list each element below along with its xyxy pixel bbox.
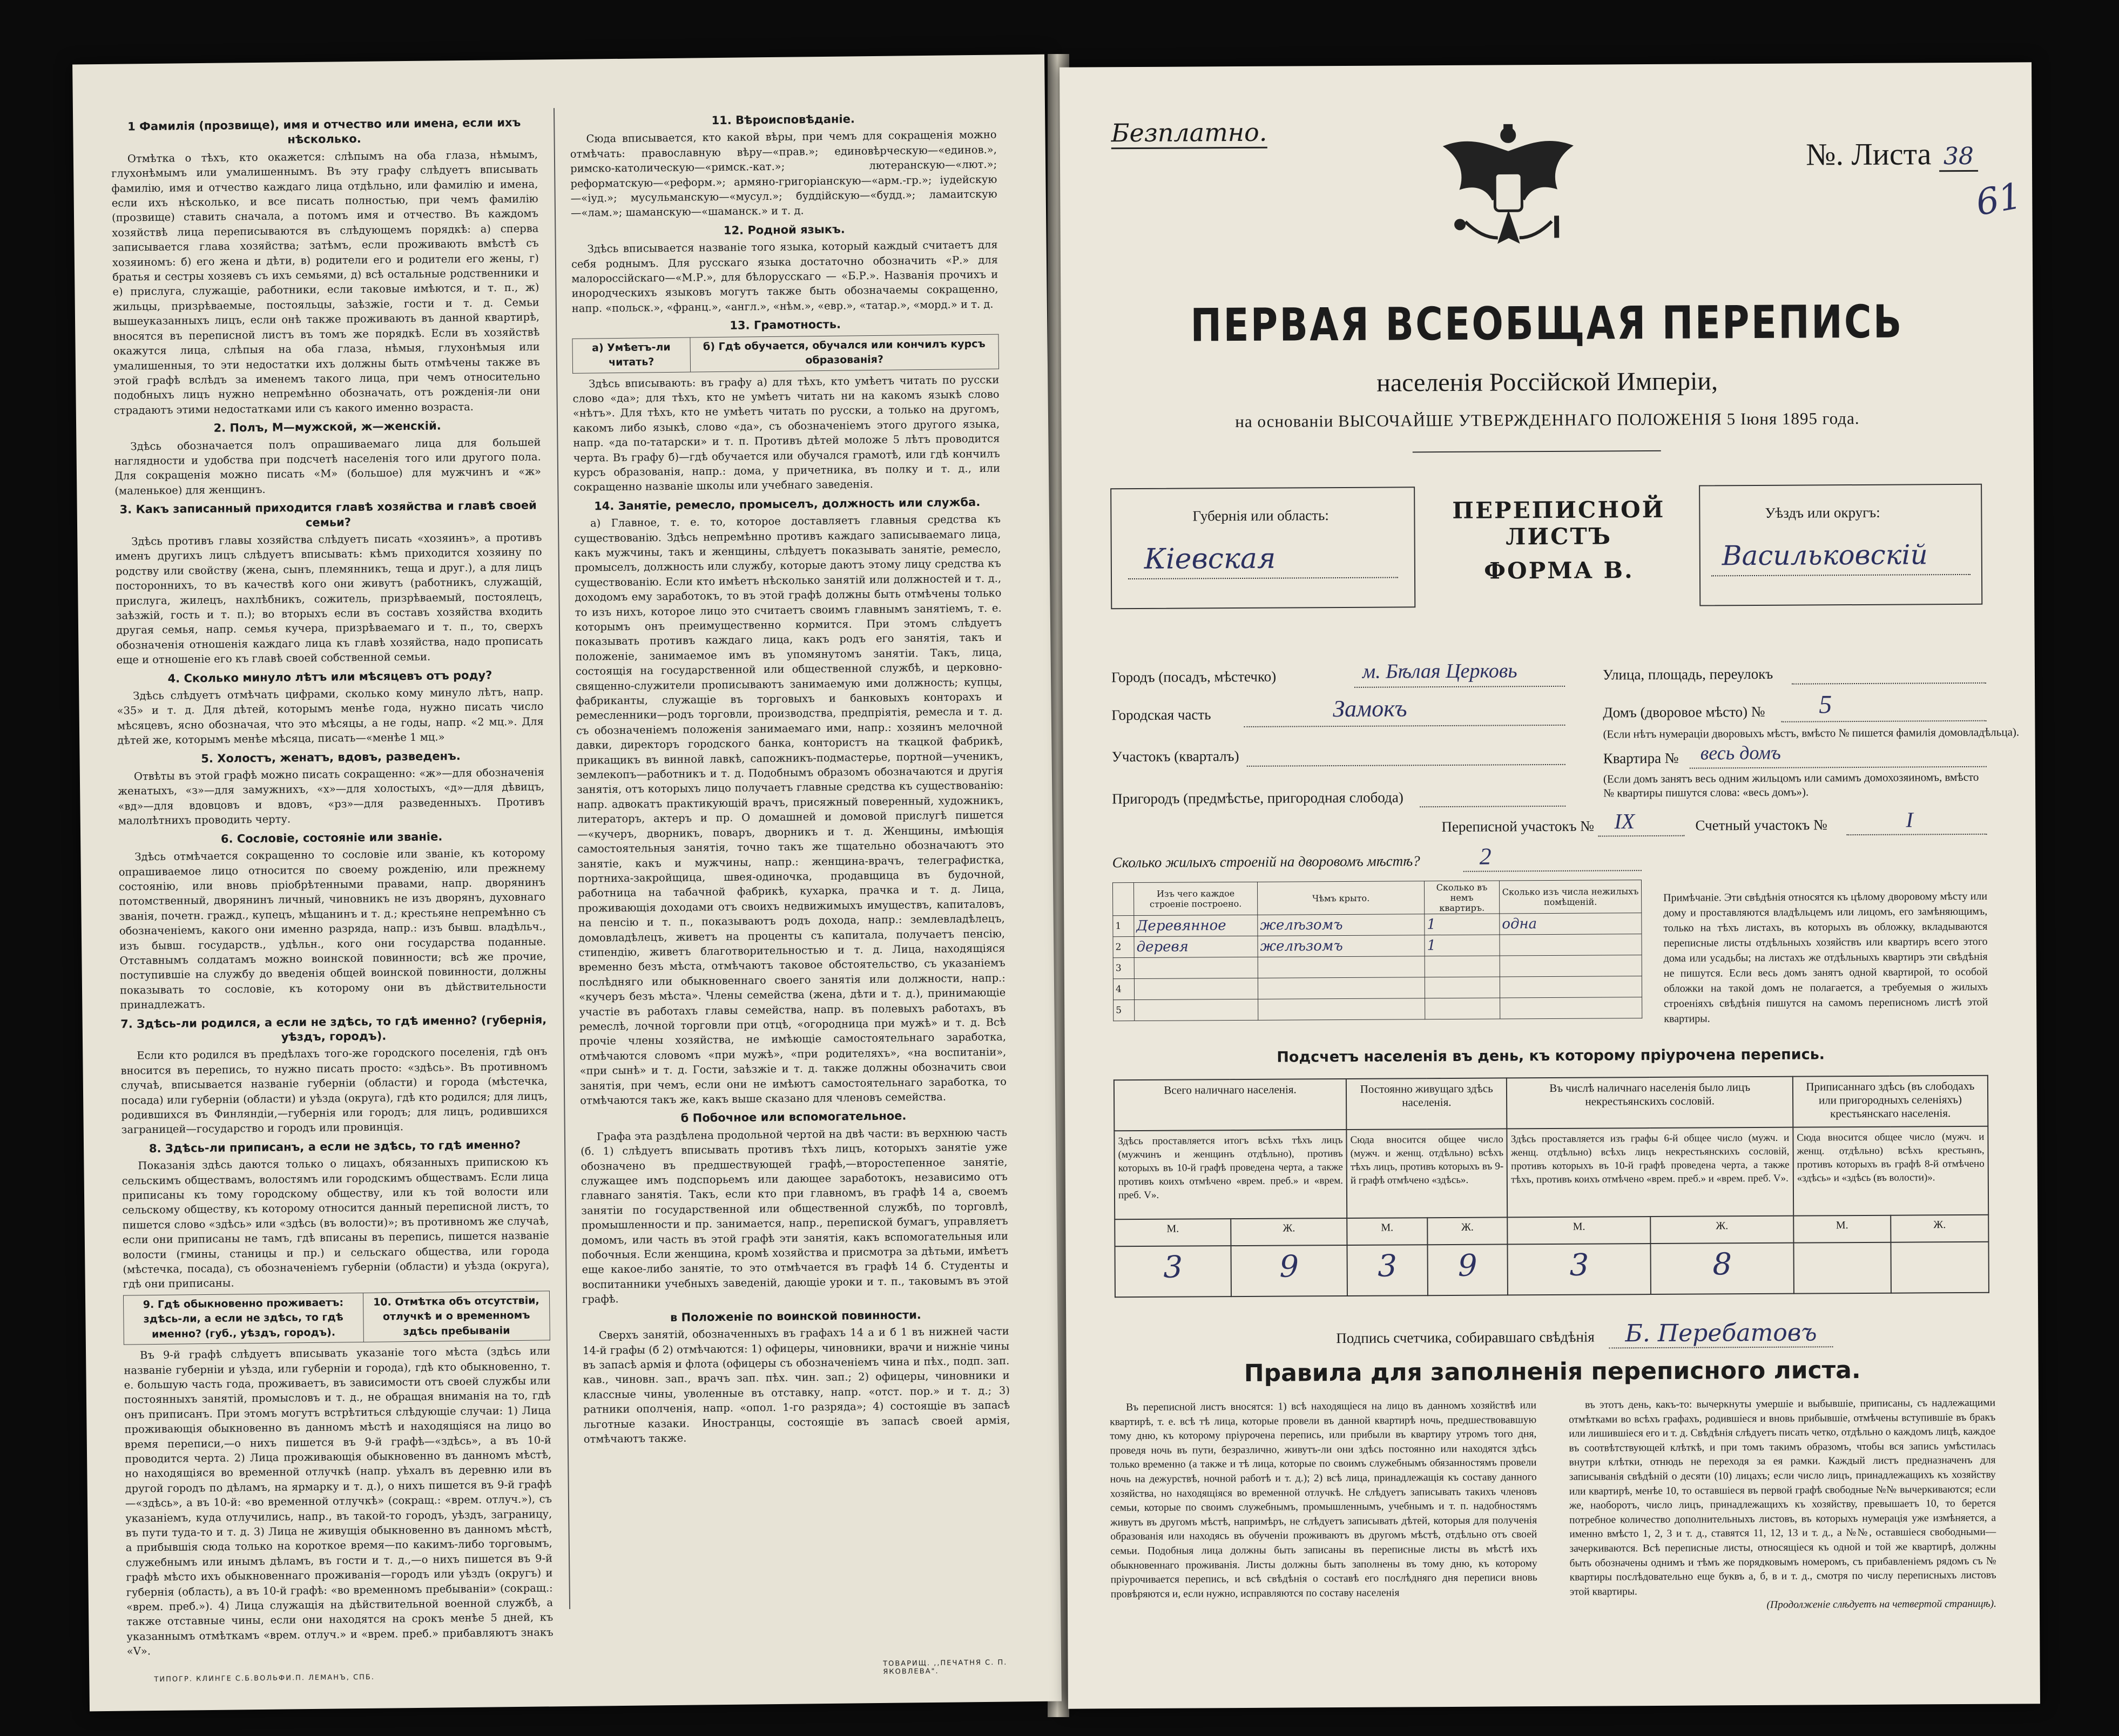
population-value: 9 <box>1231 1245 1348 1296</box>
uchastok-label: Участокъ (кварталъ) <box>1111 748 1239 765</box>
population-explanation: Здѣсь проставляется итогъ всѣхъ тѣхъ лицъ (мужчинъ и женщинъ отдѣльно), противъ которыхъ въ 10-й графѣ проведена черта, а также противъ коихъ отмѣчено «врем. преб.» и «врем. преб. V». <box>1114 1130 1347 1219</box>
section-title: 13. Грамотность. <box>730 318 841 333</box>
population-value: 3 <box>1347 1245 1428 1296</box>
male-column-label: М. <box>1508 1217 1651 1244</box>
building-row <box>1113 955 1642 979</box>
uezd-label: Уѣздъ или округъ: <box>1765 504 1880 521</box>
section-title: в Положеніе по воинской повинности. <box>670 1308 921 1324</box>
instructions-column-right <box>570 106 1010 1450</box>
buildings-note: Примѣчаніе. Эти свѣдѣнія относятся къ цѣлому дворовому мѣсту или дому и проставляются владѣльцемъ или лицомъ, его замѣняющимъ, только на тѣхъ листахъ, въ которыхъ въ обложку, вкладываются переписные листы отдѣльныхъ хозяйствъ или квартиръ всего этого дома или усадьбы; на листахъ же отдѣльныхъ квартиръ эти свѣдѣнія не пишутся. Если весь домъ занятъ одной квартирой, то особой обложки на такой домъ не полагается, а требуемыя о жилыхъ строеніяхъ свѣдѣнія пишутся на самомъ переписномъ листѣ этой квартиры. <box>1663 890 1988 1025</box>
building-cell-n: 5 <box>1114 1000 1135 1021</box>
female-column-label: Ж. <box>1650 1216 1793 1244</box>
section-title: 6. Сословіе, состояніе или званіе. <box>220 830 443 846</box>
kvartira-label: Квартира № <box>1603 749 1679 767</box>
column-divider <box>554 108 570 1609</box>
bld-header-other: Сколько изъ числа нежилыхъ помѣщеній. <box>1499 880 1641 914</box>
uezd-line <box>1711 574 1970 577</box>
form-title-line1: ПЕРЕПИСНОЙ ЛИСТЪ <box>1452 496 1665 550</box>
uchastok-line <box>1247 764 1565 767</box>
uezd-value: Васильковскій <box>1722 539 1928 572</box>
gubernia-value: Кіевская <box>1144 542 1276 576</box>
sheet-number-value: 38 <box>1939 143 1978 172</box>
male-column-label: М. <box>1347 1218 1427 1245</box>
chast-value: Замокъ <box>1333 695 1407 722</box>
printer-imprint-left: ТИПОГР. КЛИНГЕ С.Б.ВОЛЬФИ.П. ЛЕМАНЪ, СПБ. <box>154 1673 375 1684</box>
section-title: 2. Полъ, М—мужской, ж—женскій. <box>213 419 441 435</box>
dom-label: Домъ (дворовое мѣсто) № <box>1603 703 1765 721</box>
stroeniya-line <box>1463 870 1642 872</box>
building-cell-other <box>1500 976 1642 998</box>
instructions-column-left <box>111 111 554 1662</box>
population-value <box>1891 1242 1989 1293</box>
section-title: 1 Фамилія (прозвище), имя и отчество или имена, если ихъ нѣсколько. <box>127 116 521 146</box>
population-explanation: Здѣсь проставляется изъ графы 6-й общее число (мужч. и женщ. отдѣльно) всѣхъ лицъ некрестьянскихъ сословій, противъ которыхъ въ 10-й графѣ проведена черта, а также тѣхъ, противъ коихъ отмѣчено «врем. преб.» и «врем. преб. V». <box>1507 1127 1793 1218</box>
rules-title: Правила для заполненія переписного листа. <box>1244 1356 1861 1387</box>
kvartira-line <box>1690 766 1987 769</box>
kvartira-note: (Если домъ занятъ весь одним жильцомъ или самимъ домохозяиномъ, вмѣсто № квартиры пишутся слова: «весь домъ»). <box>1603 770 1979 800</box>
building-cell-flats <box>1425 956 1500 977</box>
printer-imprint-right: ТОВАРИЩ. ,,ПЕЧАТНЯ С. П. ЯКОВЛЕВА". <box>883 1658 1008 1676</box>
enumerator-signature <box>1336 1319 1833 1349</box>
building-cell-other <box>1500 997 1642 1019</box>
bld-header-flats: Сколько въ немъ квартиръ. <box>1424 881 1499 914</box>
stroeniya-label: Сколько жилыхъ строеній на дворовомъ мѣстѣ? <box>1112 853 1420 871</box>
gorod-line <box>1354 686 1565 688</box>
gorod-value: м. Бѣлая Церковь <box>1362 659 1517 683</box>
building-cell-other: одна <box>1500 913 1642 935</box>
population-header: Постоянно живущаго здѣсь населенія. <box>1346 1078 1507 1130</box>
schetny-label: Счетный участокъ № <box>1695 816 1827 834</box>
building-cell-roof: желѣзомъ <box>1258 914 1425 936</box>
population-explanation: Сюда вносится общее число (мужч. и женщ. отдѣльно) всѣхъ тѣхъ лицъ, противъ которыхъ въ 9-й графѣ отмѣчено «здѣсь». <box>1346 1129 1507 1218</box>
rules-column-left <box>1110 1399 1537 1602</box>
building-row <box>1113 913 1642 937</box>
section-title: 12. Родной языкъ. <box>723 222 845 237</box>
prigorod-label: Пригородъ (предмѣстье, пригородная слобода) <box>1112 789 1403 807</box>
population-value: 9 <box>1427 1244 1508 1295</box>
female-column-label: Ж. <box>1231 1218 1347 1246</box>
rules-continue: (Продолженіе слѣдуетъ на четвертой страницѣ). <box>1766 1598 1997 1611</box>
section-text: Здѣсь вписывають: въ графу а) для тѣхъ, кто умѣетъ читать по русски слово «да»; для тѣхъ, кто не умѣетъ читать ни на какомъ языкѣ слово «нѣтъ». Для тѣхъ, кто не умѣетъ читать по русски, а только на другомъ, какомъ либо языкѣ, слово «да», съ обозначеніемъ этого другого языка, напр. «да по-татарски» и т. п. Противъ дѣтей моложе 5 лѣтъ проводится черта. Въ графу б)—гдѣ обучается или обучался грамотѣ, или гдѣ кончилъ курсъ образованія, напр.: дома, у причетника, въ полку и т. д., или сокращенно названіе школы или учебнаго заведенія. <box>572 373 1001 494</box>
section-title: 5. Холостъ, женатъ, вдовъ, разведенъ. <box>201 749 461 765</box>
section-text: Графа эта раздѣлена продольной чертой на двѣ части: въ верхнюю часть (б. 1) слѣдуетъ вписывать противъ тѣхъ лицъ, которыхъ занятіе уже обозначено въ предшествующей графѣ,—второстепенное занятіе, служащее имъ подспорьемъ или дающее заработокъ, независимо отъ главнаго занятія. Такъ, если кто при главномъ, въ графѣ 14 а, своемъ занятіи по государственной или общественной службѣ, по торговлѣ, промышленности и пр. занимается, напр., перепиской бумагъ, управляетъ домомъ, или часть въ этой графѣ эти занятія, какъ вспомогательныя или побочныя. Если женщина, кромѣ хозяйства и присмотра за дѣтьми, имѣетъ еще какое-либо занятіе, то это отмѣчается въ графѣ 14 б. Студенты и воспитанники учебныхъ заведеній, дающіе уроки и т. п., таковымъ въ этой графѣ. <box>581 1126 1009 1306</box>
building-cell-roof <box>1258 956 1425 978</box>
section-text: а) Главное, т. е. то, которое доставляетъ главныя средства къ существованію. Здѣсь непремѣнно противъ каждаго записываемаго лица, какъ мужчины, такъ и женщины, слѣдуетъ показывать занятіе, ремесло, промыселъ, должность или службу, которые даютъ этому лицу средства къ существованію. Если кто имѣетъ нѣсколько занятій или должностей и т. д., доходомъ ему заработокъ, то въ этой графѣ должны быть отмѣчены только то изъ нихъ, которое лицо это считаетъ своимъ главнымъ занятіемъ, т. е. которымъ онъ преимущественно кормится. При этомъ слѣдуетъ показывать противъ каждаго лица, какъ родъ его занятія, такъ и положеніе, занимаемое имъ въ упомянутомъ занятіи. Такъ, лица, состоящія на государственной или общественной службѣ, и церковно-священно-служители прописываютъ занимаемую ими должность; купцы, фабриканты, служащіе въ торговыхъ и банковыхъ конторахъ и ремесленники—родъ торговли, производства, предпріятія, ремесла и т. д. съ обозначеніемъ положенія занимаемаго ими, напр.: хозяинъ мелочной давки, директоръ городского банка, контористъ на ткацкой фабрикѣ, прикащикъ въ винной лавкѣ, сапожникъ-подмастерье, портной—ученикъ, землекопъ—работникъ и т. д. Подобнымъ образомъ обозначаются и другія занятія, отъ которыхъ лицо получаетъ главные средства къ существованію: напр. адвокатъ практикующій врачъ, присяжный поверенный, художникъ, литераторъ, актеръ и пр. О домашней и домовой прислугѣ пишется—«кучеръ, дворникъ, поваръ, дворникъ и т. д. Женщины, имѣющія самостоятельныя занятія, точно такъ же тщательно обозначаютъ это занятіе, какъ и мужчины, напр.: женщина-врачъ, телеграфистка, портниха-закройщица, швея-одиночка, продавщица въ будочной, работница на табачной фабрикѣ, кухарка, прачка и т. д. Лица, проживающія доходами отъ своихъ недвижимыхъ имуществъ, капиталовъ, на пенсію и т. п., показываютъ родъ дохода, напр.: землевладѣлецъ, домовладѣлецъ, живетъ на проценты съ капитала, получаетъ пенсію, стипендію, живетъ благотворительностью и т. д. Лица, находящіяся временно безъ мѣста, отмѣчаютъ таковое обстоятельство, съ указаніемъ послѣдняго или обыкновеннаго своего занятія или должности, напр.: «кучеръ безъ мѣста». Члены семейства (жена, дѣти и т. д.), принимающіе участіе въ работахъ главы семейства, напр. въ полевыхъ работахъ, въ ремеслѣ, лочной торговли при отцѣ, «огородница при мужѣ» и т. д. Всѣ прочіе члены хозяйства, не имѣющіе самостоятельнаго заработка, отмѣчаются словомъ «при мужѣ», «при родителяхъ», «на воспитаніи», «при сынѣ» и т. д. Гости, заѣзжіе и т. д. также должны обозначить свои занятія, при чемъ, если они не имѣютъ самостоятельнаго заработка, то отмѣчаются такъ же, какъ выше сказано для членовъ семейства. <box>574 512 1007 1107</box>
questions-9-10-text: Въ 9-й графѣ слѣдуетъ вписывать указаніе того мѣста (здѣсь или названіе губерніи и уѣзда, или губерніи и города), гдѣ кто обыкновенно, т. е. большую часть года, проживаетъ, въ зависимости отъ своей службы или постоянныхъ занятій, промысловъ и т. д., не обращая вниманія на то, гдѣ онъ приписанъ. При этомъ могутъ встрѣтиться слѣдующіе случаи: 1) Лица проживающія обыкновенно въ данномъ мѣстѣ и находящіяся на лицо во время переписи,—о нихъ пишется въ 9-й графѣ—«здѣсь», а въ 10-й проводится черта. 2) Лица проживающія обыкновенно въ данномъ мѣстѣ, но находящіяся во временной отлучкѣ (напр. уѣхалъ въ деревню или въ другой городъ по дѣламъ, на ярмарку и т. д.), о нихъ пишется въ 9-й графѣ—«здѣсь», а въ 10-й: «во временной отлучкѣ» (сокращ.: «врем. отлуч.»), съ указаніемъ, куда отлучились, напр., въ такой-то городъ, уѣздъ, заграницу, въ пути туда-то и т. д. 3) Лица не живущія обыкновенно въ данномъ мѣстѣ, а прибывшія сюда только на короткое время—по какимъ-либо торговымъ, служебнымъ или инымъ дѣламъ, въ гости и т. д.,—о нихъ пишется въ 9-й графѣ мѣсто ихъ обыкновеннаго проживанія—городъ или уѣздъ (округъ) и губернія (область), а въ 10-й графѣ: «во временномъ пребываніи» (сокращ.: «врем. преб.»). 4) Лица служащія на дѣйствительной военной службѣ, а также отставные чины, если они находятся на срокъ менѣе 5 дней, къ указаннымъ отмѣткамъ «врем. отлуч.» и «врем. преб.» прибавляютъ знакъ «V». <box>124 1345 554 1658</box>
building-cell-material: деревя <box>1134 936 1258 957</box>
population-value: 8 <box>1651 1243 1794 1294</box>
building-row <box>1113 976 1642 1000</box>
form-title-line2: ФОРМА В. <box>1484 557 1634 584</box>
gubernia-box <box>1110 487 1415 609</box>
margin-page-number: 61 <box>1973 174 2025 224</box>
dom-note: (Если нѣтъ нумераціи дворовыхъ мѣстъ, вмѣсто № пишется фамилія домовладѣльца). <box>1603 725 2020 741</box>
building-cell-roof <box>1258 977 1425 999</box>
bld-header-roof: Чѣмъ крыто. <box>1257 881 1424 915</box>
building-cell-flats <box>1425 977 1500 998</box>
gubernia-label: Губернія или область: <box>1192 507 1329 524</box>
section-text: Показанія здѣсь даются только о лицахъ, обязанныхъ припискою къ сельскимъ обществамъ, волостямъ или городскимъ обществамъ. Если лица приписаны къ тому городскому обществу, или къ той волости или сельскому обществу, къ которому относится данный переписной листъ, то пишется слово «здѣсь» или «здѣсь (въ волости)»; въ противномъ же случаѣ, если они приписаны не тамъ, гдѣ вписаны въ перепись, пишется названіе волости (гмины, станицы и пр.) и сельскаго общества, или города (мѣстечка, посада), съ обозначеніемъ губерніи (области) и уѣзда (округа), гдѣ они приписаны. <box>122 1155 550 1291</box>
schetny-value: I <box>1906 807 1913 832</box>
questions-9-10-table <box>123 1291 550 1345</box>
section-text: Здѣсь вписывается названіе того языка, который каждый считаетъ для себя роднымъ. Для русскаго языка достаточно обозначить «Р.» для малороссійскаго—«М.Р.», для бѣлорусскаго — «Б.Р.». Названія прочихъ и инородческихъ языковъ могутъ также быть обозначаемы сокращенно, напр. «польск.», «франц.», «англ.», «нѣм.», «евр.», «татар.», «морд.» и т. д. <box>571 238 998 315</box>
population-title: Подсчетъ населенія въ день, къ которому пріурочена перепись. <box>1277 1046 1825 1066</box>
census-title: ПЕРВАЯ ВСЕОБЩАЯ ПЕРЕПИСЬ <box>1190 295 1904 352</box>
building-cell-material: Деревянное <box>1134 915 1258 936</box>
question-10: 10. Отмѣтка объ отсутствіи, отлучкѣ и о временномъ здѣсь пребываніи <box>363 1291 550 1342</box>
sheet-number <box>1806 136 1978 173</box>
buildings-table <box>1112 880 1642 1021</box>
gubernia-line <box>1128 577 1398 579</box>
prigorod-line <box>1420 806 1565 807</box>
question-13-table <box>572 334 999 373</box>
section-title: 7. Здѣсь-ли родился, а если не здѣсь, то гдѣ именно? (губернія, уѣздъ, городъ). <box>120 1012 547 1044</box>
uezd-box <box>1699 484 1982 606</box>
rules-text-left: Въ переписной листъ вносятся: 1) всѣ находящіеся на лицо въ данномъ хозяйствѣ или квартирѣ, т. е. всѣ тѣ лица, которые провели въ данной квартирѣ ночь, предшествовавшую тому дню, къ которому пріурочена перепись, или прибыли въ квартиру утромъ того дня, проведя ночь въ пути, безразлично, живутъ-ли они здѣсь постоянно или находятся здѣсь только временно (а также и тѣ лица, которые по своимъ служебнымъ обязанностямъ провели ночь на дежурствѣ, ночной работѣ и т. д.); 2) всѣ лица, принадлежащія къ составу данного хозяйства, но находящіяся во временной отлучкѣ. Не слѣдуетъ записывать такихъ членовъ семьи, которые по своимъ служебнымъ, промышленнымъ, учебнымъ и т. п. надобностямъ живутъ въ другомъ мѣстѣ, напримѣръ, не слѣдуетъ записывать дѣтей, которыя для полученія образованія или находясь въ обученіи проживаютъ въ другомъ мѣстѣ, отдѣльно отъ своей семьи. Подобныя лица должны быть записаны въ переписные листы въ мѣстѣ ихъ обыкновеннаго проживанія. Листы должны быть заполнены въ тому дню, къ которому пріурочивается перепись, и всѣ свѣдѣнія о составѣ его послѣдняго дня переписи вновь провѣряются и, если нужно, исправляются по составу населенія <box>1110 1400 1537 1600</box>
building-cell-flats: 1 <box>1425 914 1500 935</box>
perepisnoy-label: Переписной участокъ № <box>1441 818 1595 835</box>
form-header-box <box>1110 484 1981 661</box>
ulitsa-label: Улица, площадь, переулокъ <box>1602 665 1773 683</box>
question-9: 9. Гдѣ обыкновенно проживаетъ: здѣсь-ли, а если не здѣсь, то гдѣ именно? (губ., уѣздъ, городъ). <box>123 1293 363 1345</box>
population-explanation: Сюда вносится общее число (мужч. и женщ. отдѣльно) всѣхъ крестьянъ, противъ которыхъ въ графѣ 8-й отмѣчено «здѣсь» и «здѣсь (въ волости)». <box>1793 1126 1988 1216</box>
right-page <box>1060 62 2040 1708</box>
left-page <box>72 55 1062 1712</box>
population-table <box>1114 1075 1989 1298</box>
building-cell-other <box>1500 934 1642 956</box>
male-column-label: М. <box>1115 1219 1231 1246</box>
ulitsa-line <box>1792 683 1986 685</box>
kvartira-value: весь домъ <box>1700 741 1781 764</box>
signature-value: Б. Перебатовъ <box>1609 1319 1833 1348</box>
population-header: Приписаннаго здѣсь (въ слободахъ или пригородныхъ селеніяхъ) крестьянскаго населенія. <box>1793 1076 1988 1127</box>
census-basis: на основаніи ВЫСОЧАЙШЕ УТВЕРЖДЕННАГО ПОЛОЖЕНІЯ 5 Іюня 1895 года. <box>1235 408 1860 431</box>
female-column-label: Ж. <box>1891 1215 1988 1242</box>
building-cell-n: 3 <box>1113 958 1134 979</box>
building-cell-material <box>1134 957 1258 978</box>
stroeniya-value: 2 <box>1479 843 1492 870</box>
dom-line <box>1781 720 1986 722</box>
question-13b: б) Гдѣ обучается, обучался или кончилъ курсъ образованія? <box>690 334 998 372</box>
free-label: Безплатно. <box>1111 118 1267 150</box>
female-column-label: Ж. <box>1427 1217 1508 1245</box>
population-value: 3 <box>1115 1246 1231 1297</box>
bld-header-material: Изъ чего каждое строеніе построено. <box>1133 882 1257 915</box>
section-title: 4. Сколько минуло лѣтъ или мѣсяцевъ отъ роду? <box>167 668 492 685</box>
gorod-label: Городъ (посадъ, мѣстечко) <box>1111 668 1277 686</box>
building-cell-n: 2 <box>1113 937 1134 958</box>
section-text: Сверхъ занятій, обозначенныхъ въ графахъ 14 а и б 1 въ нижней части 14-й графы (б 2) отмѣчаются: 1) офицеры, чиновники, врачи и нижніе чины въ запасѣ армія и флота (офицеры съ обозначеніемъ чина и пѣх., подп. зап. кав., чиновн. зап., врачъ зап. пѣх. чин. зап.; 2) офицеры, чиновники и классные чины, уволенные въ отставку, напр. «отст. пор.» и т. д.; 3) ратники ополченія, напр. «опол. 1-го разряда»; 4) состоящіе въ запасѣ льготные казаки. Иностранцы, состоящіе въ запасѣ своей армія, отмѣчаютъ также. <box>582 1325 1010 1445</box>
section-title: 14. Занятіе, ремесло, промыселъ, должность или служба. <box>593 495 981 513</box>
bld-header-num <box>1112 883 1133 916</box>
section-text: Здѣсь обозначается полъ опрашиваемаго лица для большей наглядности и удобства при подсчетѣ населенія того или другого пола. Для сокращенія можно писать «М» (большое) для мужчинъ и «ж» (маленькое) для женщинъ. <box>114 435 542 497</box>
section-text: Здѣсь противъ главы хозяйства слѣдуетъ писать «хозяинъ», а противъ именъ другихъ лицъ слѣдуетъ вписывать: кѣмъ приходится хозяину по родству или свойству (жена, сынъ, племянникъ, теща и друг.), а для лицъ постороннихъ, то въ качествѣ кого они живутъ (работникъ, служащій, прислуга, жилецъ, нахлѣбникъ, сожитель, призрѣваемый, постоялецъ, заѣзжій, гость и т. п.); во вторыхъ если въ составъ хозяйства входить другая семья, напр. семья кучера, призрѣваемаго и т. п., то, сверхъ обозначенія отношенія каждаго лица къ главѣ хозяйства, надо прописать еще и отношеніе его къ главѣ своей собственной семьи. <box>115 531 543 666</box>
section-title: 8. Здѣсь-ли приписанъ, а если не здѣсь, то гдѣ именно? <box>149 1138 521 1155</box>
population-header: Всего наличнаго населенія. <box>1114 1079 1347 1131</box>
section-text: Отмѣтка о тѣхъ, кто окажется: слѣпымъ на оба глаза, нѣмымъ, глухонѣмымъ или умалишеннымъ. Въ эту графу слѣдуетъ вписывать фамилію, имя и отчество каждаго лица отдѣльно, или фамилію и имена, если ихъ нѣсколько, и все писать полностью, при чемъ фамилію (прозвище) ставить сначала, а потомъ имя и отчество. Въ каждомъ хозяйствѣ лица переписываются въ слѣдующемъ порядкѣ: а) сперва записывается глава хозяйства; затѣмъ, если проживають вмѣстѣ съ хозяиномъ: б) его жена и дѣти, в) родители его и родители его жены, г) братья и сестры хозяевъ съ ихъ семьями, д) всѣ остальные родственники и е) прислуга, служащіе, работники, если таковые имѣются, и т. п., ж) жильцы, призрѣваемые, постояльцы, заѣзжіе, гости и т. д. Семьи вышеуказанныхъ лицъ, если онѣ также проживають въ данной квартирѣ, вносятся въ переписной листъ въ томъ же порядкѣ. Если въ хозяйствѣ окажутся лица, слѣпыя на оба глаза, нѣмыя, глухонѣмыя или умалишенныя, то эти недостатки ихъ должны быть отмѣчены также въ этой графѣ вслѣдъ за именемъ такого лица, при чемъ относительно подобныхъ лицъ нужно непремѣнно обозначать, отъ рожденія-ли они страдаютъ этими недостатками или съ какого именно возраста. <box>111 148 541 417</box>
schetny-line <box>1847 834 1987 835</box>
section-text: Отвѣты въ этой графѣ можно писать сокращенно: «ж»—для обозначенія женатыхъ, «з»—для замужнихъ, «х»—для холостыхъ, «д»—для дѣвицъ, «вд»—для вдовцовъ и вдовъ, «рз»—для разведенныхъ. Противъ малолѣтнихъ проводить черту. <box>118 766 545 827</box>
form-title <box>1434 496 1683 584</box>
section-title: б Побочное или вспомогательное. <box>680 1109 907 1125</box>
signature-label: Подпись счетчика, собиравшаго свѣдѣнія <box>1336 1328 1595 1347</box>
census-subtitle: населенія Россійской Имперіи, <box>1376 367 1718 397</box>
population-header: Въ числѣ наличнаго населенія было лицъ некрестьянскихъ сословій. <box>1507 1077 1793 1129</box>
building-row <box>1114 997 1642 1021</box>
building-cell-material <box>1135 999 1258 1021</box>
section-text: Если кто родился въ предѣлахъ того-же городского поселенія, гдѣ онъ вносится въ перепись, то нужно писать просто: «здѣсь». Въ противномъ случаѣ, вписывается названіе губерніи (области) и города (мѣстечка, посада) или губерніи (области) и уѣзда (округа), гдѣ кто родился; для лицъ, родившихся въ Финляндіи,—губернія или городъ; для лицъ, родившихся заграницей—государство и городъ или провинція. <box>120 1045 548 1137</box>
building-cell-roof <box>1258 998 1425 1021</box>
rules-text-right: въ этотъ день, какъ-то: вычеркнуты умершіе и выбывшіе, приписаны, съ надлежащими отмѣтками во всѣхъ графахъ, родившіеся и вновь прибывшіе, отмѣчены вступившіе въ бракъ или лишившіеся его и т. д. Свѣдѣнія слѣдуетъ писать четко, отдѣльно о каждомъ лицѣ, каждое въ соотвѣтствующей клѣткѣ, и при томъ такимъ образомъ, чтобы вся запись умѣстилась внутри клѣтки, отнюдь не переходя за ея рамки. Каждый листъ предназначенъ для записыванія свѣдѣній о десяти (10) лицахъ; если число лицъ, принадлежащихъ къ хозяйству или квартирѣ, менѣе 10, то оставшіеся въ первой графѣ свободные №№ вычеркиваются; если же, наоборотъ, число лицъ, принадлежащихъ къ хозяйству, превышаетъ 10, то берется потребное количество дополнительныхъ листовъ, въ которыхъ нумерація уже измѣняется, а именно вмѣсто 1, 2, 3 и т. д., ставятся 11, 12, 13 и т. д., а №№, оставшіеся свободными—зачеркиваются. Всѣ переписные листы, относящіеся къ одной и той же квартирѣ, должны быть обозначены однимъ и тѣмъ же порядковымъ номеромъ, съ прибавленіемъ рядомъ съ № квартиры послѣдовательно еще буквъ а, б, в и т. д., смотря по числу переписныхъ листовъ этой квартиры. <box>1569 1397 1996 1598</box>
building-cell-flats: 1 <box>1425 935 1500 956</box>
building-cell-n: 1 <box>1113 916 1134 937</box>
section-title: 3. Какъ записанный приходится главѣ хозяйства и главѣ своей семьи? <box>119 498 537 529</box>
title-rule <box>1413 450 1661 452</box>
building-cell-other <box>1500 955 1642 977</box>
question-13a: а) Умѣетъ-ли читать? <box>572 337 690 373</box>
building-row <box>1113 934 1642 958</box>
building-cell-n: 4 <box>1113 979 1134 1000</box>
chast-label: Городская часть <box>1111 706 1211 724</box>
section-text: Сюда вписывается, кто какой вѣры, при чемъ для сокращенія можно отмѣчать: православную вѣру—«прав.»; единовѣрческую—«единов.», римско-католическую—«римск.-кат.»; лютеранскую—«лют.»; реформатскую—«реформ.»; армяно-григоріанскую—«арм.-гр.»; іудейскую—«іуд.»; мусульманскую—«мусул.»; буддійскую—«будд.»; ламаитскую—«лам.»; шаманскую—«шаманск.» и т. д. <box>570 129 997 220</box>
population-value: 3 <box>1508 1244 1651 1295</box>
building-cell-flats <box>1425 998 1500 1019</box>
section-text: Здѣсь слѣдуетъ отмѣчать цифрами, сколько кому минуло лѣтъ, напр. «35» и т. д. Для дѣтей, которымъ менѣе года, нужно писать число мѣсяцевъ, ясно обозначая, что это мѣсяцы, а не годы, напр. «2 мц.». Для дѣтей же, которымъ менѣе мѣсяца, писать—«менѣе 1 мц.» <box>117 685 544 747</box>
chast-line <box>1244 725 1565 727</box>
dom-value: 5 <box>1819 690 1832 719</box>
sheet-number-label: №. Листа <box>1805 136 1932 172</box>
section-title: 11. Вѣроисповѣданіе. <box>711 112 855 127</box>
building-cell-material <box>1134 978 1258 999</box>
rules-column-right <box>1569 1396 1996 1614</box>
imperial-eagle-emblem-icon <box>1427 113 1590 276</box>
perepisnoy-value: IX <box>1614 809 1635 834</box>
population-value <box>1793 1242 1891 1294</box>
male-column-label: М. <box>1793 1215 1891 1243</box>
perepisnoy-line <box>1598 835 1685 837</box>
section-text: Здѣсь отмѣчается сокращенно то сословіе или званіе, къ которому опрашиваемое лицо относится по своему рожденію, или прежнему состоянію, или вновь пріобрѣтенными правами, напр. дворянинъ потомственный, дворянинъ личный, чиновникъ не изъ дворянъ, духовнаго званія, почетн. гражд., купецъ, мѣщанинъ и т. д.; крестьяне непремѣнно съ обозначеніемъ, какого они именно разряда, напр.: изъ бывш. владѣльч., изъ бывш. государств., удѣльн., кого они государства поданные. Отставнымъ солдатамъ можно воинской повинности; всѣ же прочие, поступившіе на службу до введенія общей воинской повинности, должны показывать то сословіе, къ которому они въ дѣйствительности принадлежатъ. <box>118 846 547 1011</box>
building-cell-roof: желѣзомъ <box>1258 935 1425 957</box>
